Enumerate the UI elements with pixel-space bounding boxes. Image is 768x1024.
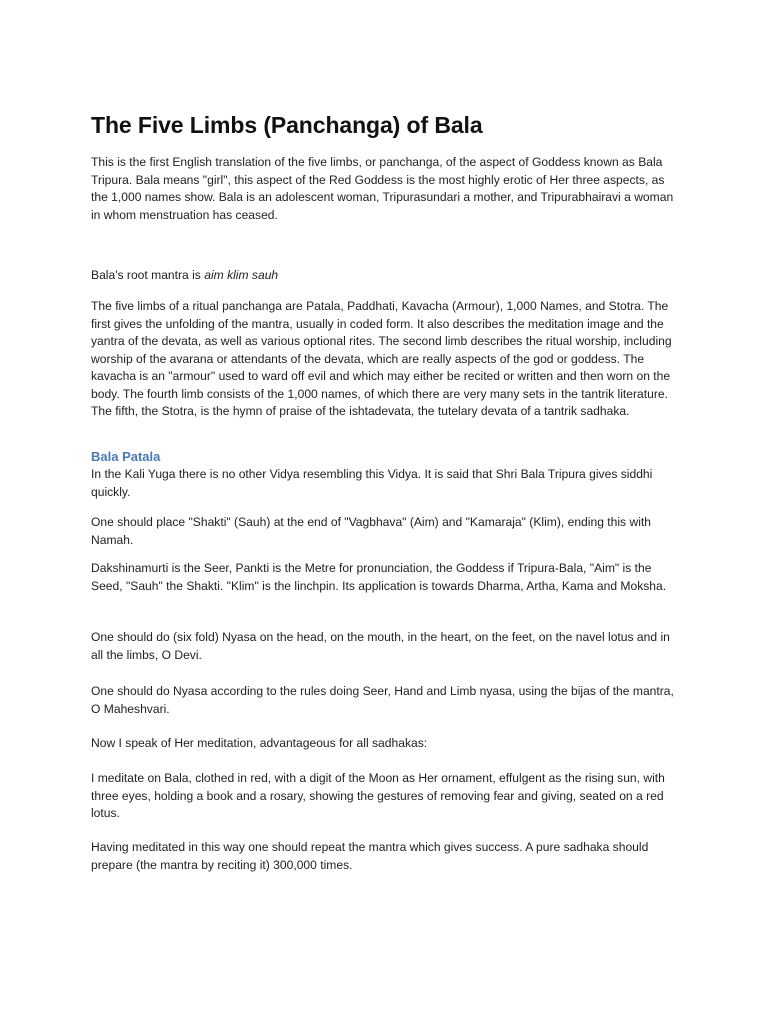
- page-title: The Five Limbs (Panchanga) of Bala: [91, 112, 483, 138]
- patala-paragraph-6: Now I speak of Her meditation, advantageous for all sadhakas:: [91, 736, 428, 750]
- intro-paragraph: This is the first English translation of the five limbs, or panchanga, of the aspect of Goddess known as Bala Tripura. Bala means "girl", this aspect of the Red Goddess is the most highly erotic of Her three aspects, as the 1,000 names show. Bala is an adolescent woman, Tripurasundari a mother, and Tripurabhairavi a woman in whom menstruation has ceased.: [91, 155, 674, 222]
- five-limbs-paragraph: The five limbs of a ritual panchanga are Patala, Paddhati, Kavacha (Armour), 1,000 Names, and Stotra. The first gives the unfolding of the mantra, usually in coded form. It also describes the meditation image and the yantra of the devata, as well as various optional rites. The second limb describes the ritual worship, including worship of the avarana or attendants of the devata, which are really aspects of the god or goddess. The kavacha is an "armour" used to ward off evil and which may either be recited or written and then worn on the body. The fourth limb consists of the 1,000 names, of which there are very many sets in the tantrik literature. The fifth, the Stotra, is the hymn of praise of the ishtadevata, the tutelary devata of a tantrik sadhaka.: [91, 299, 672, 418]
- patala-paragraph-2: One should place "Shakti" (Sauh) at the end of "Vagbhava" (Aim) and "Kamaraja" (Klim), ending this with Namah.: [91, 515, 651, 547]
- patala-paragraph-7: I meditate on Bala, clothed in red, with a digit of the Moon as Her ornament, effulgent as the rising sun, with three eyes, holding a book and a rosary, showing the gestures of removing fear and giving, seated on a red lotus.: [91, 771, 665, 820]
- patala-paragraph-5: One should do Nyasa according to the rules doing Seer, Hand and Limb nyasa, using the bijas of the mantra, O Maheshvari.: [91, 684, 674, 716]
- root-mantra-text: aim klim sauh: [204, 268, 279, 282]
- patala-paragraph-4: One should do (six fold) Nyasa on the head, on the mouth, in the heart, on the feet, on the navel lotus and in all the limbs, O Devi.: [91, 630, 670, 662]
- root-mantra-paragraph: [91, 267, 681, 285]
- patala-paragraph-8: Having meditated in this way one should repeat the mantra which gives success. A pure sadhaka should prepare (the mantra by reciting it) 300,000 times.: [91, 840, 649, 872]
- patala-paragraph-1: In the Kali Yuga there is no other Vidya resembling this Vidya. It is said that Shri Bala Tripura gives siddhi quickly.: [91, 467, 653, 499]
- patala-paragraph-3: Dakshinamurti is the Seer, Pankti is the Metre for pronunciation, the Goddess if Tripura-Bala, "Aim" is the Seed, "Sauh" the Shakti. "Klim" is the linchpin. Its application is towards Dharma, Artha, Kama and Moksha.: [91, 561, 667, 593]
- root-mantra-prefix: Bala's root mantra is: [91, 268, 205, 282]
- section-heading-bala-patala: Bala Patala: [91, 449, 161, 464]
